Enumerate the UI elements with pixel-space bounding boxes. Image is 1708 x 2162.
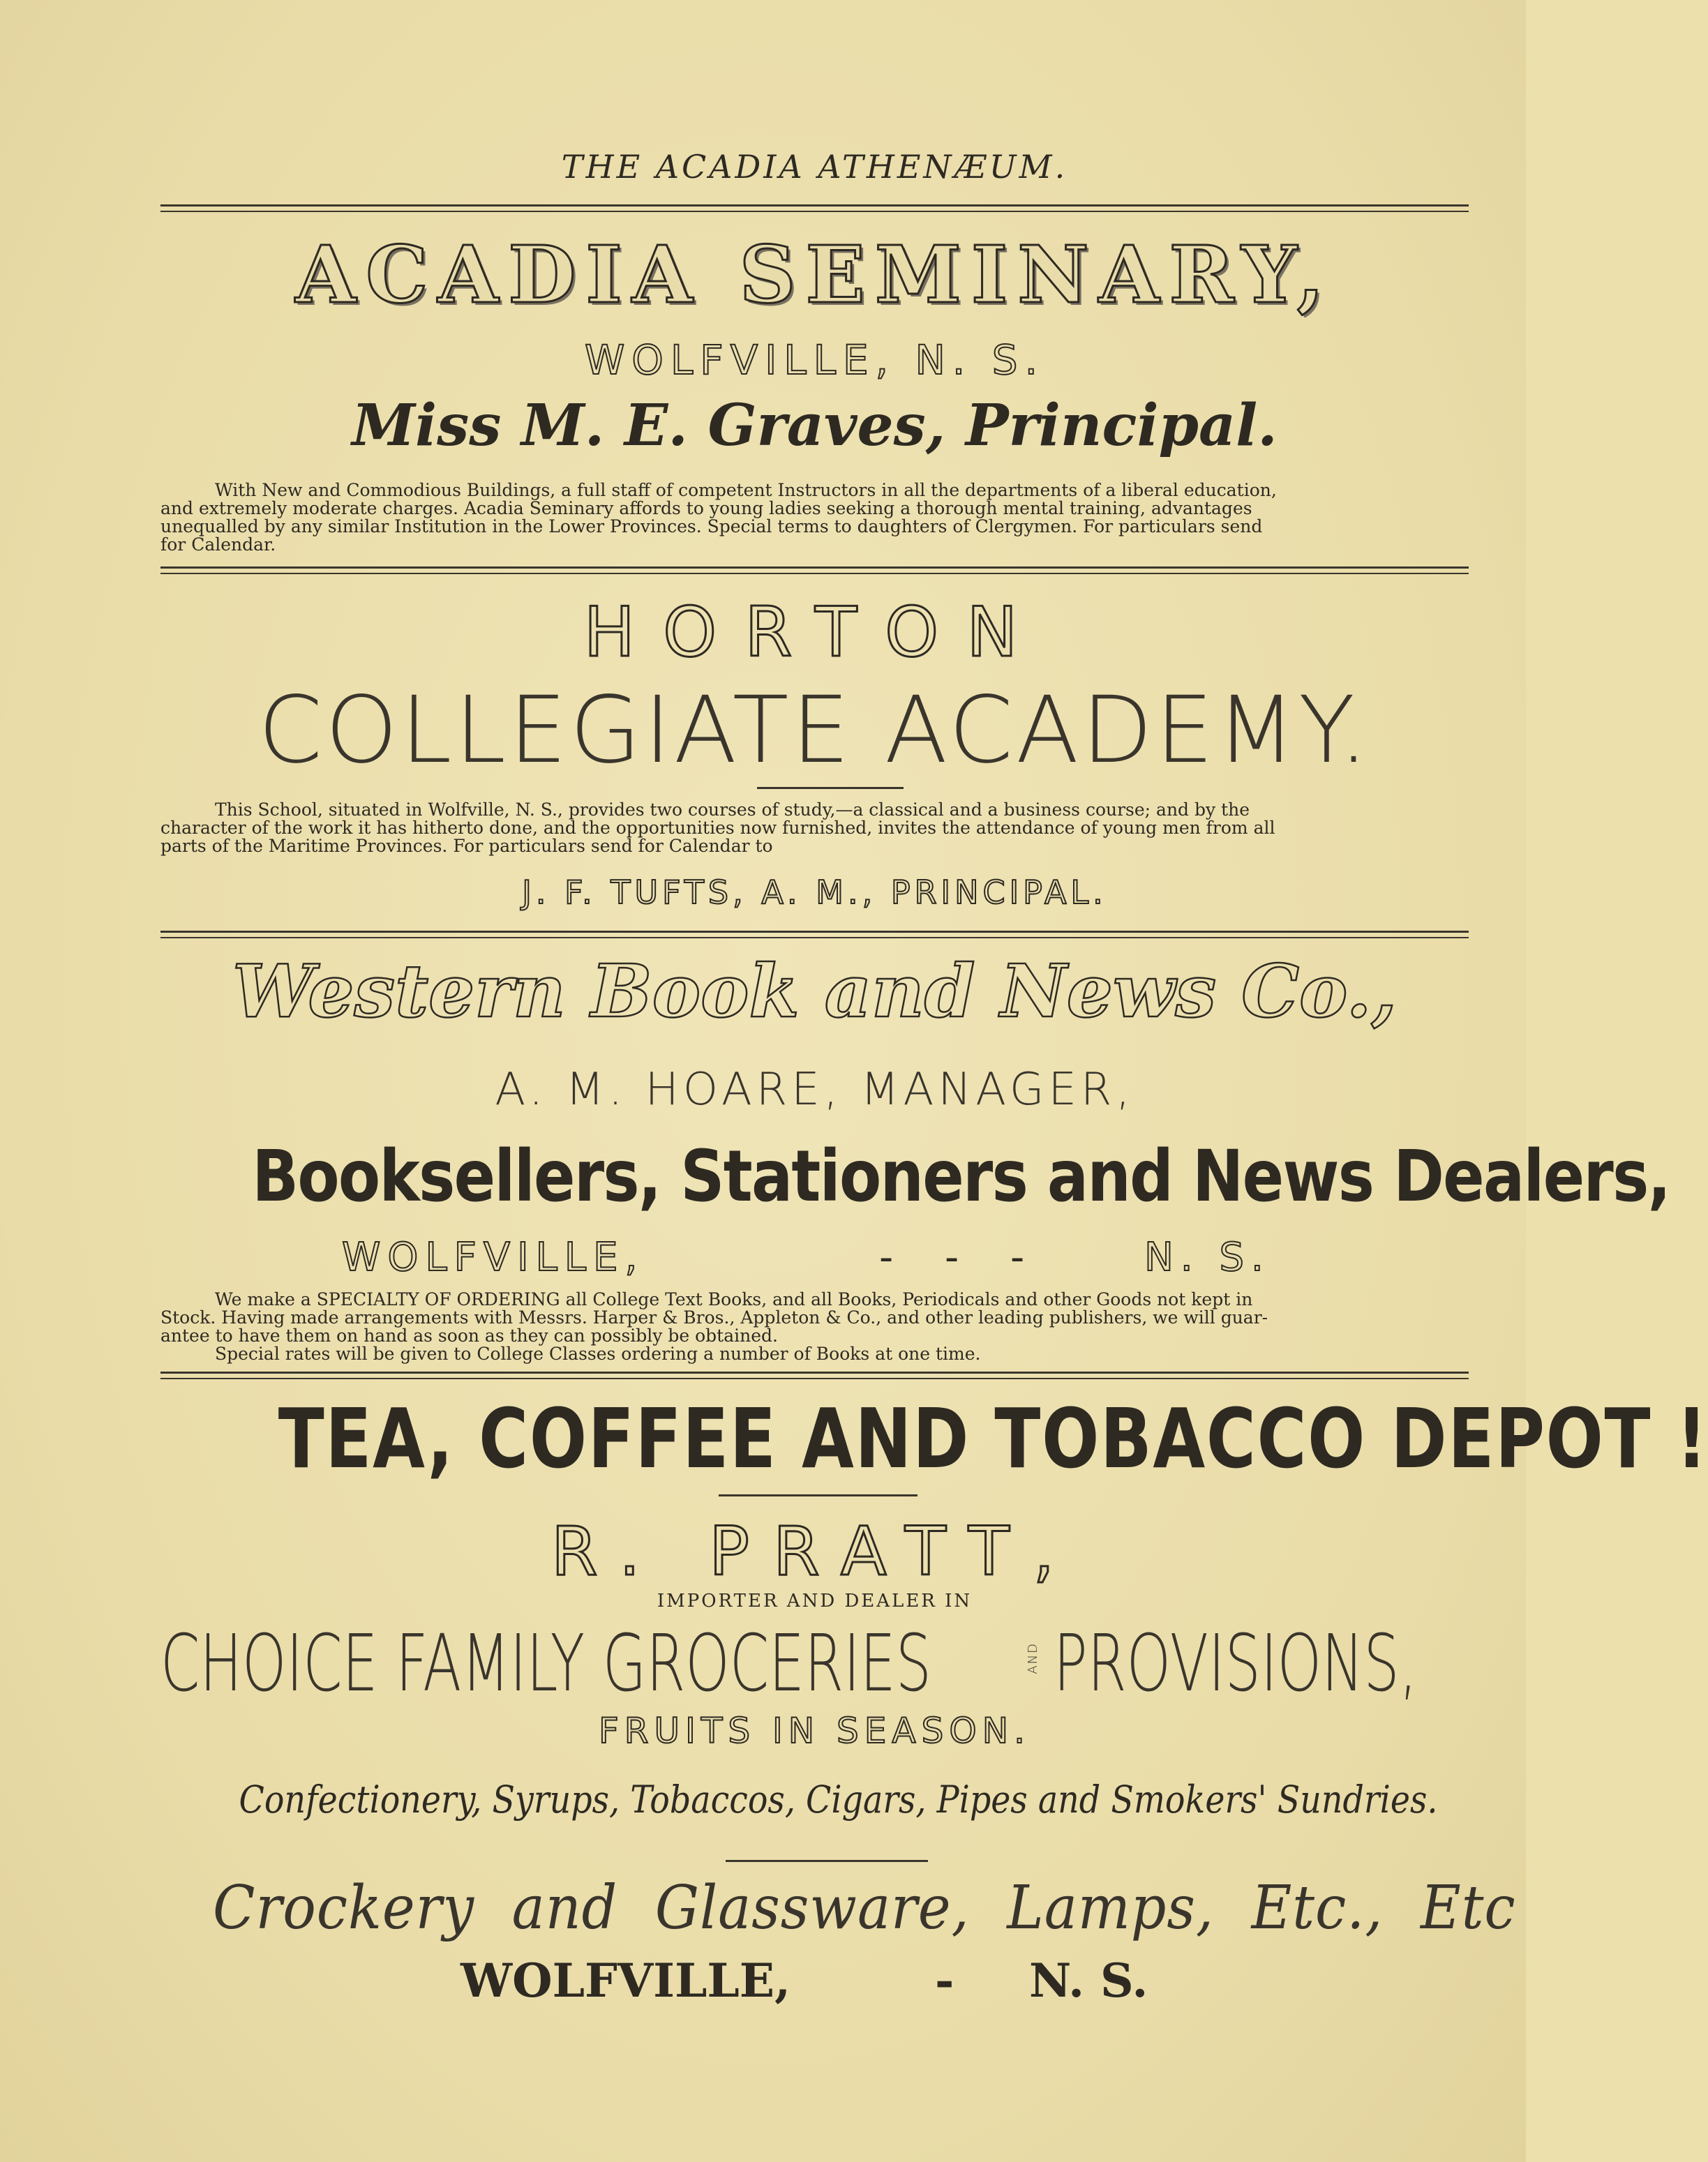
horton-description-line: character of the work it has hitherto done, and the opportunities now furnished, invites the attendance of young men from all xyxy=(160,818,1275,838)
pratt-groceries-and: AND xyxy=(1026,1642,1040,1674)
pratt-location-town: WOLFVILLE, xyxy=(460,1953,791,2008)
western-location-prov: N. S. xyxy=(1144,1235,1271,1280)
horton-rule xyxy=(160,931,1469,938)
seminary-location: WOLFVILLE, N. S. xyxy=(584,336,1045,384)
pratt-groceries-right: PROVISIONS, xyxy=(1054,1619,1418,1709)
seminary-description-line: unequalled by any similar Institution in the Lower Provinces. Special terms to daughters of Clergymen. For particulars send xyxy=(160,516,1263,536)
pratt-short-rule xyxy=(719,1494,917,1496)
pratt-groceries xyxy=(160,1619,1469,1709)
pratt-headline: TEA, COFFEE AND TOBACCO DEPOT ! xyxy=(278,1390,1708,1487)
seminary-title: ACADIA SEMINARY, xyxy=(295,230,1334,321)
pratt-importer: IMPORTER AND DEALER IN xyxy=(657,1591,973,1612)
western-location-dashes: - - - xyxy=(879,1235,1044,1280)
horton-title-line2: COLLEGIATE ACADEMY. xyxy=(257,677,1372,784)
seminary-rule xyxy=(160,566,1469,574)
western-description-line: Stock. Having made arrangements with Messrs. Harper & Bros., Appleton & Co., and other leading publishers, we will guar- xyxy=(160,1307,1268,1328)
pratt-location-prov: N. S. xyxy=(1029,1953,1148,2008)
horton-title-line1: HORTON xyxy=(583,593,1046,673)
pratt-location-dash: - xyxy=(935,1953,954,2008)
horton-description-line: This School, situated in Wolfville, N. S., provides two courses of study,—a classical and a business course; and by the xyxy=(215,800,1250,820)
horton-description xyxy=(160,801,1469,855)
seminary-description-line: With New and Commodious Buildings, a full staff of competent Instructors in all the departments of a liberal education, xyxy=(215,480,1277,500)
western-rule xyxy=(160,1372,1469,1379)
seminary-principal: Miss M. E. Graves, Principal. xyxy=(352,392,1278,459)
western-description xyxy=(160,1291,1469,1363)
pratt-sundries-rule xyxy=(726,1860,928,1862)
pratt-crockery: Crockery and Glassware, Lamps, Etc., Etc xyxy=(213,1873,1516,1943)
running-header: THE ACADIA ATHENÆUM. xyxy=(561,148,1068,186)
pratt-sundries: Confectionery, Syrups, Tobaccos, Cigars, Pipes and Smokers' Sundries. xyxy=(239,1778,1438,1822)
western-manager: A. M. HOARE, MANAGER, xyxy=(495,1064,1134,1116)
horton-description-line: parts of the Maritime Provinces. For particulars send for Calendar to xyxy=(160,836,773,856)
western-title: Western Book and News Co., xyxy=(232,948,1397,1034)
western-trade: Booksellers, Stationers and News Dealers, xyxy=(252,1135,1670,1218)
western-description-line: antee to have them on hand as soon as they can possibly be obtained. xyxy=(160,1326,778,1346)
header-rule xyxy=(160,204,1469,212)
western-location-town: WOLFVILLE, xyxy=(342,1235,645,1280)
western-description-line: Special rates will be given to College Classes ordering a number of Books at one time. xyxy=(215,1344,981,1364)
seminary-description xyxy=(160,481,1469,554)
pratt-name: R. PRATT, xyxy=(550,1512,1079,1591)
pratt-fruits: FRUITS IN SEASON. xyxy=(599,1711,1031,1751)
western-description-line: We make a SPECIALTY OF ORDERING all College Text Books, and all Books, Periodicals and other Goods not kept in xyxy=(215,1289,1253,1309)
pratt-location xyxy=(460,1953,1228,2009)
horton-principal: J. F. TUFTS, A. M., PRINCIPAL. xyxy=(522,873,1107,911)
western-location xyxy=(342,1235,1305,1284)
seminary-description-line: and extremely moderate charges. Acadia Seminary affords to young ladies seeking a thorough mental training, advantages xyxy=(160,498,1252,518)
horton-short-rule xyxy=(757,787,904,789)
pratt-groceries-left: CHOICE FAMILY GROCERIES xyxy=(160,1619,931,1709)
seminary-description-line: for Calendar. xyxy=(160,534,276,555)
